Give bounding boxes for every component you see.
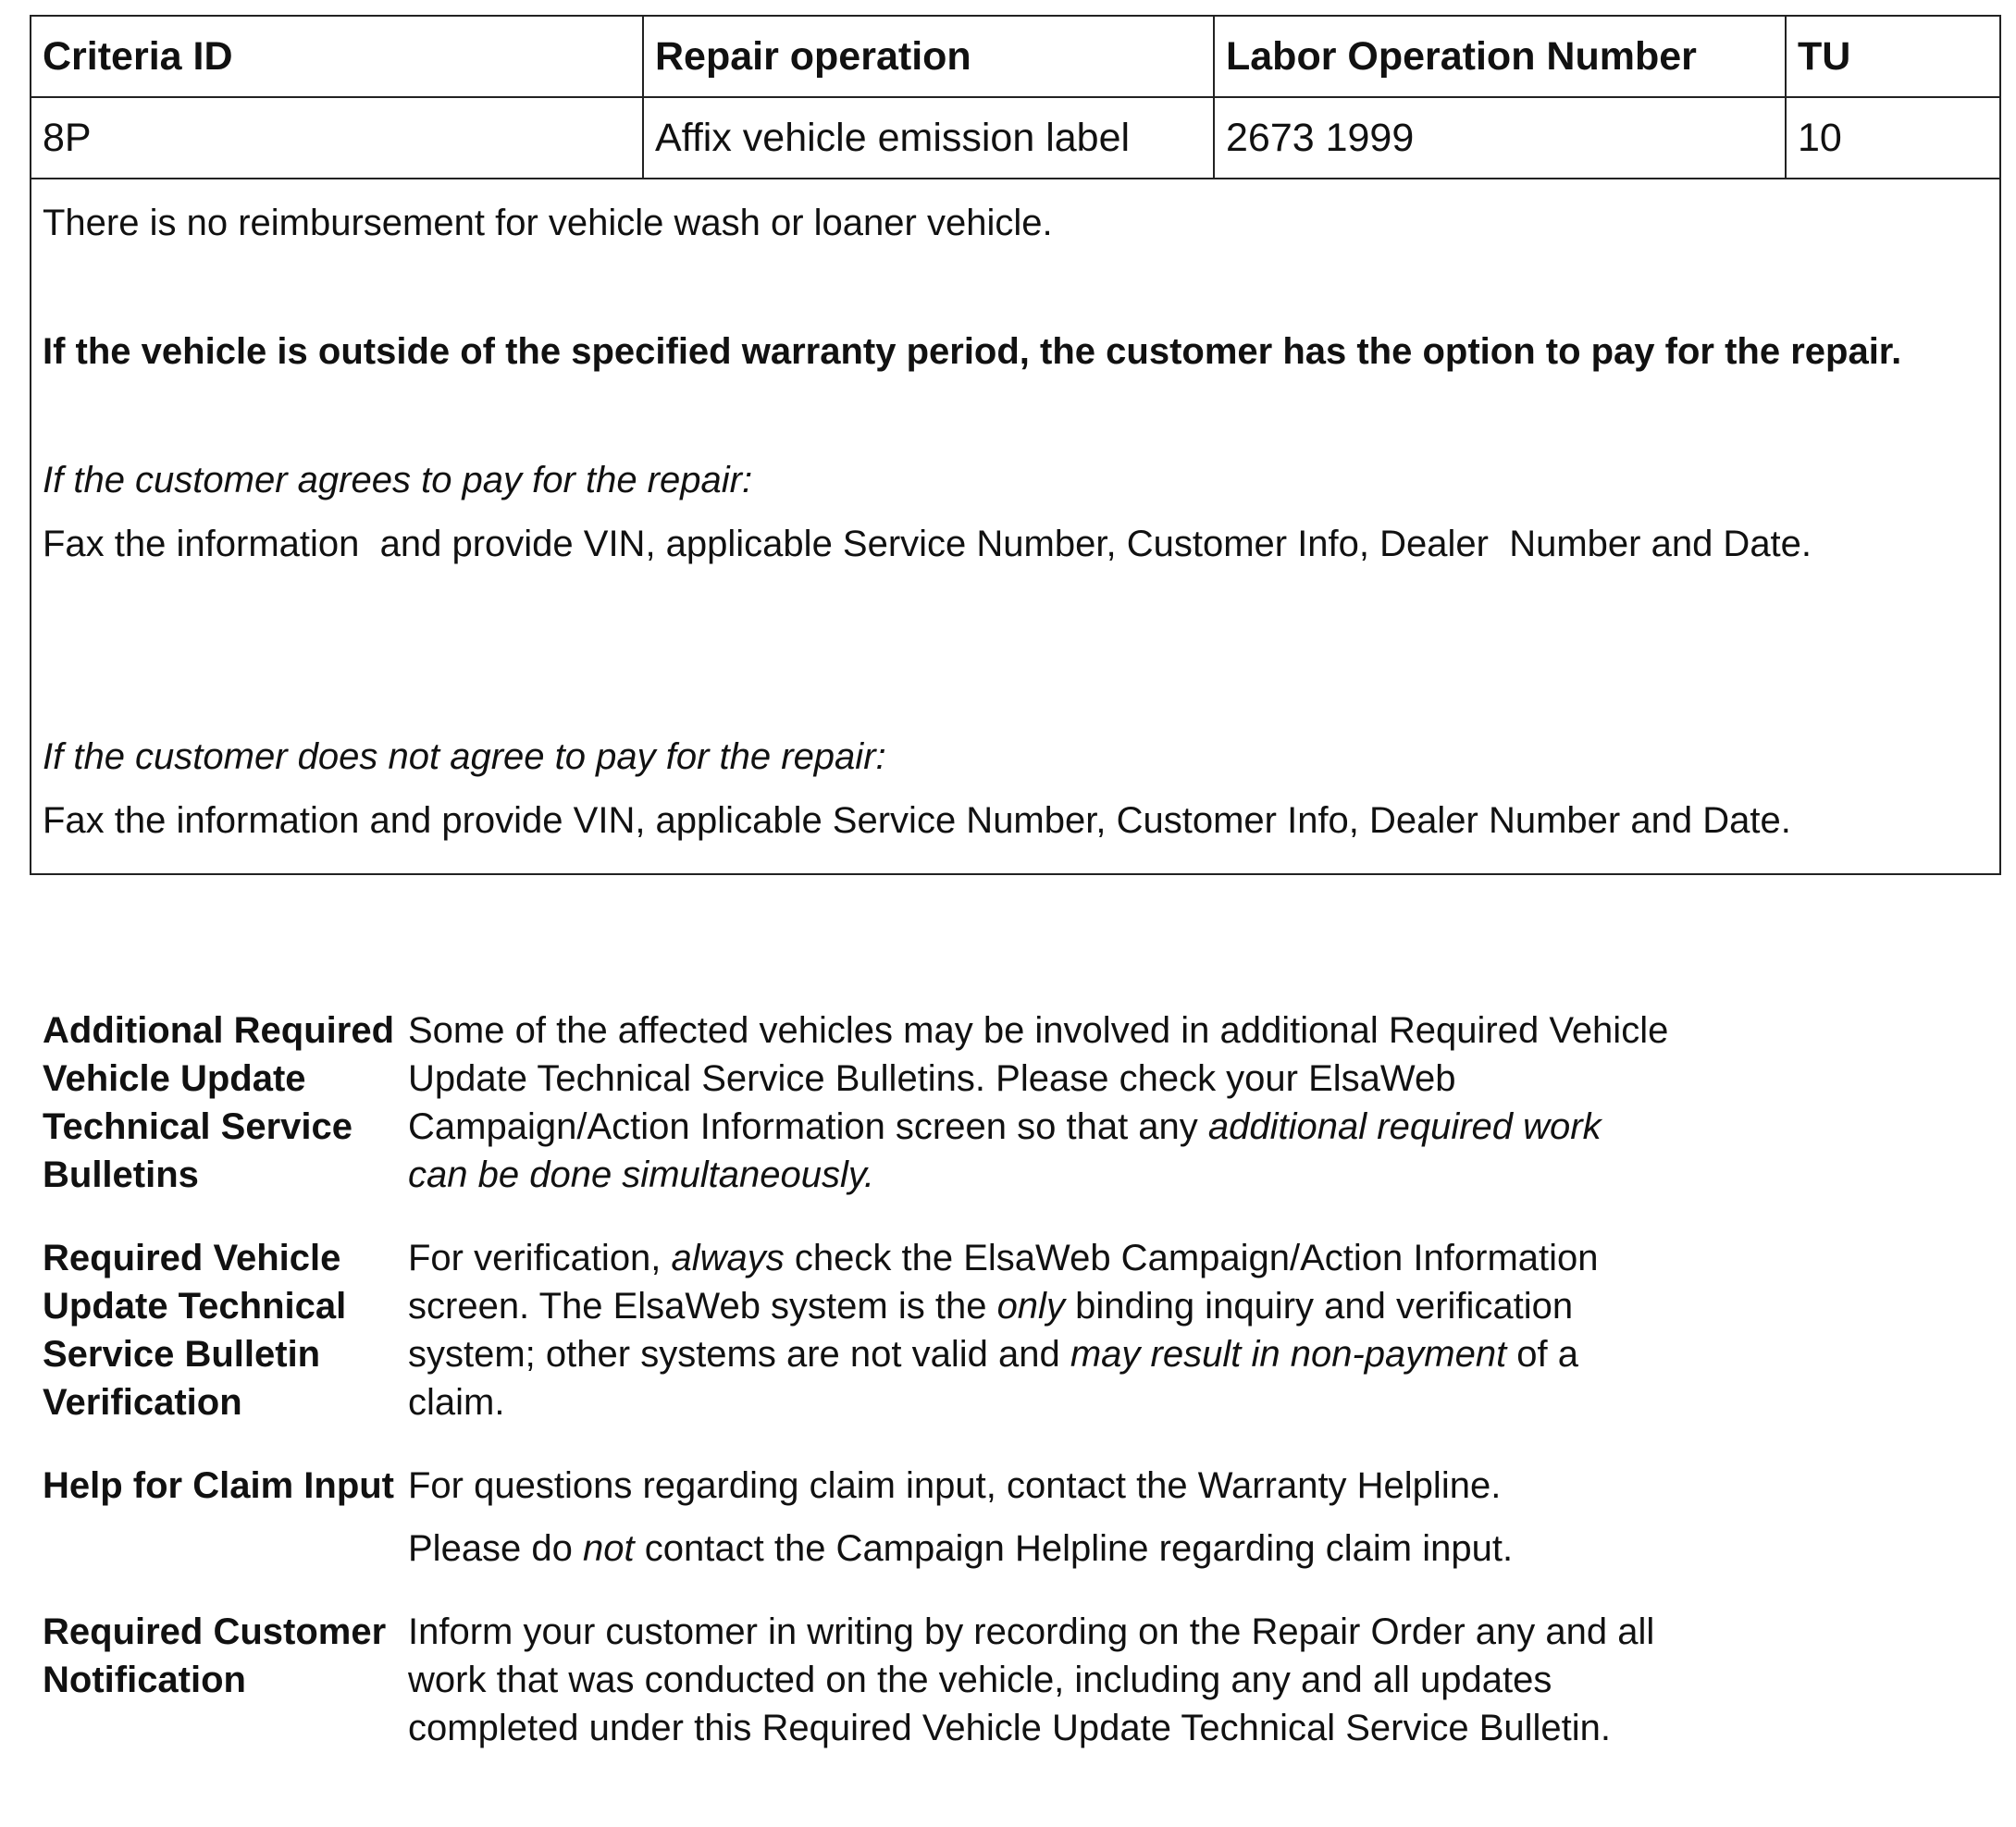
- labor-operation-table: [30, 15, 2001, 875]
- notes-cell: [31, 179, 2000, 874]
- cell-tu: 10: [1786, 97, 2000, 179]
- bulletin-info-sections: [43, 1006, 1671, 1787]
- warranty-period-note: If the vehicle is outside of the specified warranty period, the customer has the option to pay for the repair.: [43, 331, 1902, 372]
- header-labor-operation-number: Labor Operation Number: [1214, 16, 1786, 97]
- notes-row: [31, 179, 2000, 874]
- claim-input-help-text: For questions regarding claim input, contact the Warranty Helpline. Please do not contact the Campaign Helpline regarding claim input.: [408, 1465, 1514, 1569]
- claim-input-help-label: Help for Claim Input: [43, 1465, 394, 1506]
- cell-labor-operation-number: 2673 1999: [1214, 97, 1786, 179]
- header-tu: TU: [1786, 16, 2000, 97]
- additional-bulletins-section: [43, 1006, 1671, 1199]
- header-repair-operation: Repair operation: [643, 16, 1214, 97]
- header-criteria-id: Criteria ID: [31, 16, 643, 97]
- agrees-instructions: Fax the information and provide VIN, applicable Service Number, Customer Info, Dealer Number and Date.: [43, 524, 1812, 564]
- verification-text: For verification, always check the ElsaWeb Campaign/Action Information screen. The ElsaWeb system is the only binding inquiry and verification system; other systems are not valid and may result in non-payment of a claim.: [408, 1238, 1599, 1423]
- table-row: [31, 97, 2000, 179]
- customer-notification-label: Required Customer Notification: [43, 1611, 387, 1700]
- not-agree-heading: If the customer does not agree to pay for the repair:: [43, 736, 886, 777]
- not-agree-instructions: Fax the information and provide VIN, applicable Service Number, Customer Info, Dealer Number and Date.: [43, 800, 1791, 841]
- cell-criteria-id: 8P: [31, 97, 643, 179]
- verification-section: [43, 1234, 1671, 1426]
- cell-repair-operation: Affix vehicle emission label: [643, 97, 1214, 179]
- customer-notification-text: Inform your customer in writing by recording on the Repair Order any and all work that was conducted on the vehicle, including any and all updates completed under this Required Vehicle Update Technical Service Bulletin.: [408, 1611, 1655, 1748]
- table-header-row: [31, 16, 2000, 97]
- agrees-heading: If the customer agrees to pay for the repair:: [43, 460, 753, 500]
- additional-bulletins-label: Additional Required Vehicle Update Technical Service Bulletins: [43, 1010, 394, 1195]
- additional-bulletins-text: Some of the affected vehicles may be involved in additional Required Vehicle Update Technical Service Bulletins. Please check your ElsaWeb Campaign/Action Information screen so that any additional required work can be done simultaneously.: [408, 1010, 1669, 1195]
- no-reimbursement-note: There is no reimbursement for vehicle wash or loaner vehicle.: [43, 203, 1053, 243]
- verification-label: Required Vehicle Update Technical Service Bulletin Verification: [43, 1238, 347, 1423]
- claim-input-help-section: [43, 1462, 1671, 1573]
- customer-notification-section: [43, 1608, 1671, 1752]
